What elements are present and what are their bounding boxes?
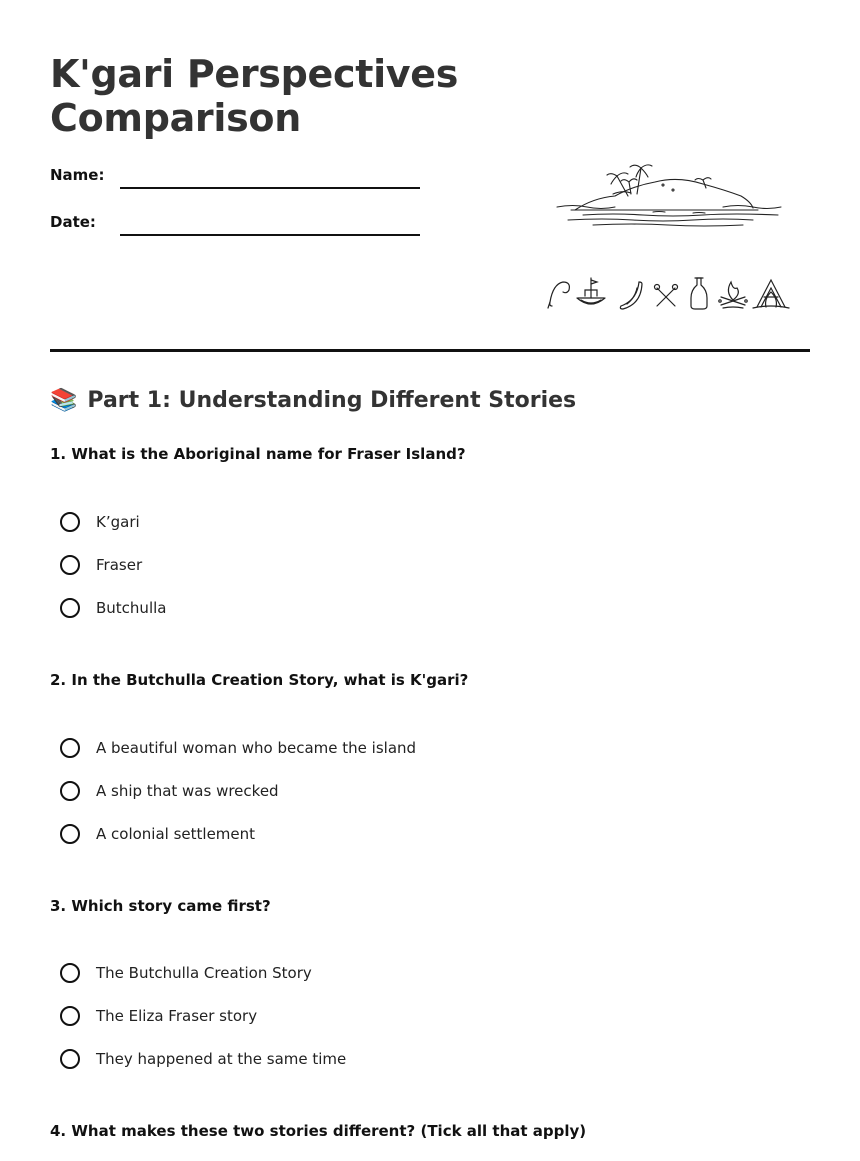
option-label: They happened at the same time xyxy=(96,1050,347,1068)
option-label: A ship that was wrecked xyxy=(96,782,279,800)
option-label: Fraser xyxy=(96,556,143,574)
fishing-hook-icon xyxy=(548,282,569,308)
bonfire-icon xyxy=(753,280,789,308)
option-label: A beautiful woman who became the island xyxy=(96,739,417,757)
campfire-icon xyxy=(719,282,747,308)
radio-button[interactable] xyxy=(60,555,80,575)
island-icon xyxy=(553,160,785,230)
radio-button[interactable] xyxy=(60,781,80,801)
crossed-tools-icon xyxy=(655,285,678,307)
radio-button[interactable] xyxy=(60,963,80,983)
radio-button[interactable] xyxy=(60,1006,80,1026)
question-3-option-1[interactable] xyxy=(60,961,312,985)
radio-button[interactable] xyxy=(60,1049,80,1069)
name-label: Name: xyxy=(50,166,105,184)
date-label: Date: xyxy=(50,213,96,231)
title-line-2: Comparison xyxy=(50,96,301,140)
bottle-icon xyxy=(691,278,707,309)
section-heading xyxy=(50,388,576,413)
option-label: A colonial settlement xyxy=(96,825,256,843)
radio-button[interactable] xyxy=(60,824,80,844)
question-1-option-1[interactable] xyxy=(60,510,140,534)
option-label: K’gari xyxy=(96,513,140,531)
question-2-option-3[interactable] xyxy=(60,822,255,846)
option-label: Butchulla xyxy=(96,599,167,617)
question-3: 3. Which story came first? xyxy=(50,897,271,915)
ship-icon xyxy=(577,278,605,304)
radio-button[interactable] xyxy=(60,512,80,532)
icon-strip xyxy=(545,276,795,316)
question-2: 2. In the Butchulla Creation Story, what is K'gari? xyxy=(50,671,469,689)
option-label: The Eliza Fraser story xyxy=(96,1007,258,1025)
section-title: Part 1: Understanding Different Stories xyxy=(87,388,577,413)
boomerang-icon xyxy=(620,282,642,309)
question-1: 1. What is the Aboriginal name for Fraser Island? xyxy=(50,445,466,463)
question-2-option-1[interactable] xyxy=(60,736,416,760)
radio-button[interactable] xyxy=(60,598,80,618)
header-divider xyxy=(50,349,810,352)
radio-button[interactable] xyxy=(60,738,80,758)
question-4: 4. What makes these two stories different? (Tick all that apply) xyxy=(50,1122,587,1140)
books-icon: 📚 xyxy=(50,388,78,413)
date-field[interactable] xyxy=(120,234,420,236)
worksheet-title xyxy=(50,52,470,140)
question-1-option-2[interactable] xyxy=(60,553,142,577)
question-3-option-3[interactable] xyxy=(60,1047,346,1071)
name-field[interactable] xyxy=(120,187,420,189)
option-label: The Butchulla Creation Story xyxy=(96,964,312,982)
question-2-option-2[interactable] xyxy=(60,779,279,803)
question-3-option-2[interactable] xyxy=(60,1004,257,1028)
title-line-1: K'gari Perspectives xyxy=(50,52,459,96)
question-1-option-3[interactable] xyxy=(60,596,166,620)
